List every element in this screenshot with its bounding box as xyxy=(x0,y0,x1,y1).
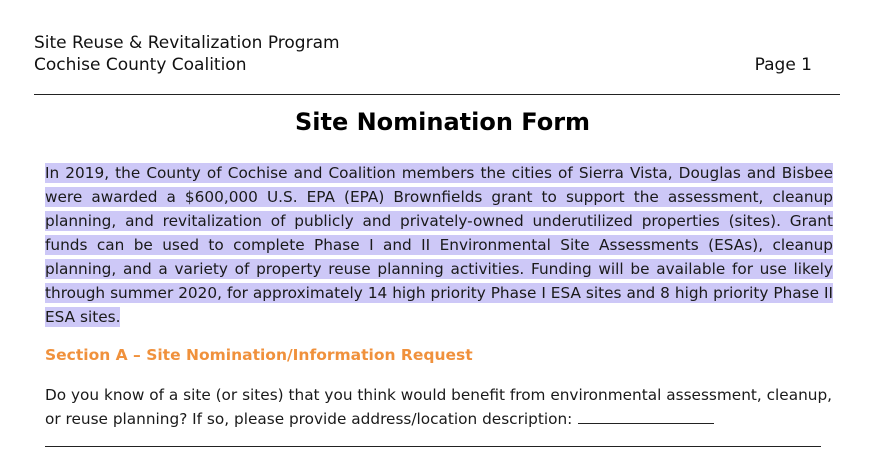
site-question xyxy=(45,383,835,431)
selected-text[interactable]: In 2019, the County of Cochise and Coalition members the cities of Sierra Vista, Douglas and Bisbee were awarded a $600,000 U.S. EPA (EPA) Brownfields grant to support the assessment, cleanup planning, and revitalization of publicly and privately-owned underutilized properties (sites). Grant funds can be used to complete Phase I and II Environmental Site Assessments (ESAs), cleanup planning, and a variety of property reuse planning activities. Funding will be available for use likely through summer 2020, for approximately 14 high priority Phase I ESA sites and 8 high priority Phase II ESA sites. xyxy=(45,164,833,326)
site-question-text: Do you know of a site (or sites) that you think would benefit from environmental assessment, cleanup, or reuse planning? If so, please provide address/location description: xyxy=(45,386,833,428)
document-header xyxy=(34,32,840,76)
header-divider xyxy=(34,94,840,95)
form-title: Site Nomination Form xyxy=(294,108,591,136)
section-a-heading: Section A – Site Nomination/Information Request xyxy=(45,346,473,364)
coalition-name: Cochise County Coalition xyxy=(34,55,247,75)
page-number: Page 1 xyxy=(754,55,812,75)
address-answer-field[interactable] xyxy=(578,409,714,424)
address-answer-line[interactable] xyxy=(45,446,821,447)
program-name: Site Reuse & Revitalization Program xyxy=(34,33,340,53)
intro-paragraph[interactable] xyxy=(45,161,833,329)
